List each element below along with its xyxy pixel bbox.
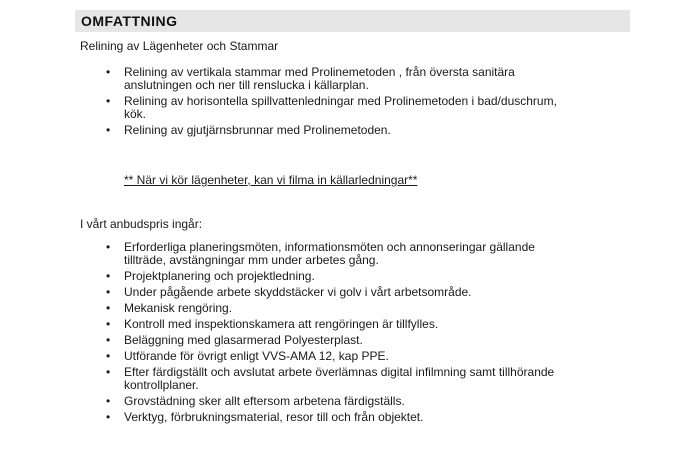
bullet-icon: •	[106, 269, 111, 283]
included-item	[0, 302, 554, 315]
included-intro: I vårt anbudspris ingår:	[80, 217, 203, 231]
scope-item	[0, 124, 557, 137]
included-item-line: tillträde, avstängningar mm under arbetes gång.	[124, 253, 379, 267]
scope-item	[0, 66, 557, 92]
bullet-icon: •	[106, 365, 111, 379]
bullet-icon: •	[106, 240, 111, 254]
included-item-line: Under pågående arbete skyddstäcker vi golv i vårt arbetsområde.	[124, 285, 472, 299]
included-list	[0, 241, 554, 427]
included-item-line: Kontroll med inspektionskamera att rengöringen är tillfylles.	[124, 317, 439, 331]
bullet-icon: •	[106, 285, 111, 299]
included-item-line: Efter färdigställt och avslutat arbete överlämnas digital infilmning samt tillhörande	[124, 365, 555, 379]
bullet-icon: •	[106, 301, 111, 315]
scope-item-line: Relining av horisontella spillvattenledningar med Prolinemetoden i bad/duschrum,	[124, 94, 557, 108]
included-item-line: Grovstädning sker allt eftersom arbetena färdigställs.	[124, 394, 405, 408]
included-item-line: kontrollplaner.	[124, 378, 199, 392]
included-item-line: Beläggning med glasarmerad Polyesterplast.	[124, 333, 363, 347]
included-item	[0, 350, 554, 363]
included-item-line: Erforderliga planeringsmöten, informationsmöten och annonseringar gällande	[124, 240, 535, 254]
included-item	[0, 366, 554, 392]
scope-item-line: kök.	[124, 107, 147, 121]
included-item	[0, 241, 554, 267]
bullet-icon: •	[106, 94, 111, 108]
included-item	[0, 286, 554, 299]
scope-item-line: anslutningen och ner till renslucka i källarplan.	[124, 78, 369, 92]
bullet-icon: •	[106, 394, 111, 408]
section-subtitle: Relining av Lägenheter och Stammar	[80, 39, 279, 53]
bullet-icon: •	[106, 65, 111, 79]
scope-item-line: Relining av gjutjärnsbrunnar med Prolinemetoden.	[124, 123, 391, 137]
scope-list	[0, 66, 557, 140]
included-item-line: Verktyg, förbrukningsmaterial, resor till och från objektet.	[124, 410, 424, 424]
section-header-bar	[75, 10, 630, 32]
included-item-line: Utförande för övrigt enligt VVS-AMA 12, kap PPE.	[124, 349, 389, 363]
bullet-icon: •	[106, 333, 111, 347]
bullet-icon: •	[106, 317, 111, 331]
included-item	[0, 334, 554, 347]
included-item	[0, 318, 554, 331]
included-item-line: Projektplanering och projektledning.	[124, 269, 315, 283]
scope-item-line: Relining av vertikala stammar med Prolinemetoden , från översta sanitära	[124, 65, 515, 79]
bullet-icon: •	[106, 410, 111, 424]
included-item	[0, 395, 554, 408]
bullet-icon: •	[106, 349, 111, 363]
bullet-icon: •	[106, 123, 111, 137]
included-item	[0, 411, 554, 424]
included-item	[0, 270, 554, 283]
note-filming: ** När vi kör lägenheter, kan vi filma in källarledningar**	[124, 173, 418, 187]
section-title: OMFATTNING	[81, 13, 178, 29]
included-item-line: Mekanisk rengöring.	[124, 301, 233, 315]
scope-item	[0, 95, 557, 121]
